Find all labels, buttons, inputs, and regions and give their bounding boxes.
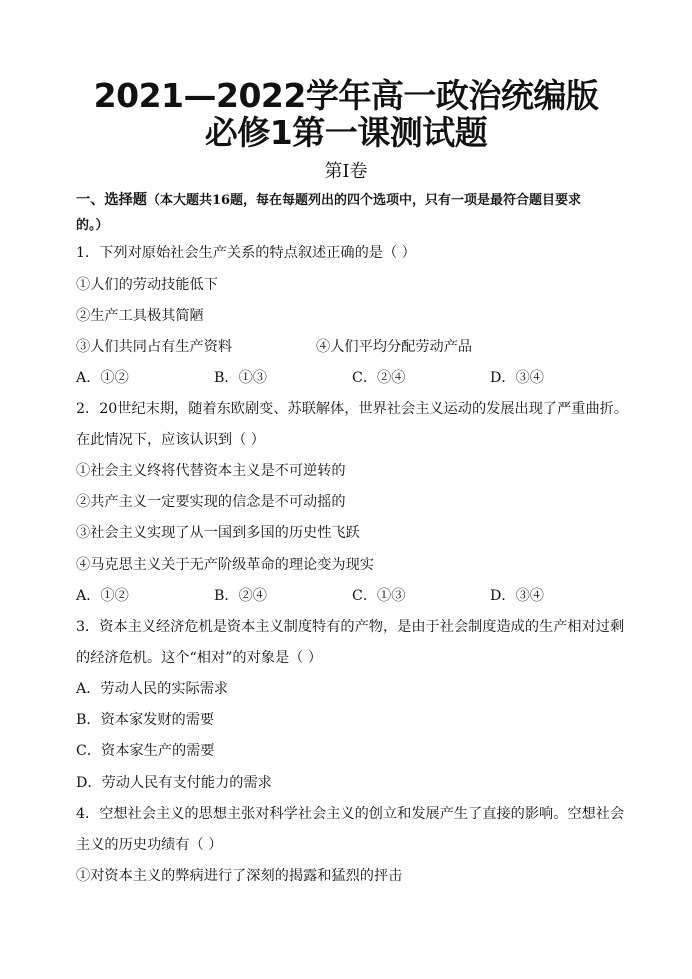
q4-stem: 4．空想社会主义的思想主张对科学社会主义的创立和发展产生了直接的影响。空想社会 <box>76 806 625 822</box>
q2-option-c: C．①③ <box>352 588 406 604</box>
q1-option-d: D．③④ <box>490 370 544 386</box>
q1-item-1: ①人们的劳动技能低下 <box>76 277 218 293</box>
q2-item-1: ①社会主义终将代替资本主义是不可逆转的 <box>76 463 346 479</box>
q2-option-d: D．③④ <box>490 588 544 604</box>
section-title: 一、选择题 <box>76 192 147 208</box>
section-heading <box>76 190 581 211</box>
q1-option-a: A．①② <box>76 370 129 386</box>
section-note-cont: 的。） <box>76 218 109 233</box>
q3-option-d: D．劳动人民有支付能力的需求 <box>76 775 272 791</box>
q2-item-2: ②共产主义一定要实现的信念是不可动摇的 <box>76 494 346 510</box>
q3-stem-cont: 的经济危机。这个“相对”的对象是（ ） <box>76 650 323 666</box>
q1-item-2: ②生产工具极其简陋 <box>76 308 204 324</box>
q4-item-1: ①对资本主义的弊病进行了深刻的揭露和猛烈的抨击 <box>76 868 403 884</box>
q4-stem-cont: 主义的历史功绩有（ ） <box>76 837 223 853</box>
q1-option-b: B．①③ <box>214 370 267 386</box>
q1-item-3: ③人们共同占有生产资料 <box>76 339 233 355</box>
exam-title-line-1: 2021—2022学年高一政治统编版 <box>93 76 599 115</box>
q2-stem: 2．20世纪末期，随着东欧剧变、苏联解体，世界社会主义运动的发展出现了严重曲折。 <box>76 401 629 417</box>
q3-option-b: B．资本家发财的需要 <box>76 712 215 728</box>
q2-stem-cont: 在此情况下，应该认识到（ ） <box>76 432 265 448</box>
q1-stem: 1．下列对原始社会生产关系的特点叙述正确的是（ ） <box>76 245 416 261</box>
q3-stem: 3．资本主义经济危机是资本主义制度特有的产物，是由于社会制度造成的生产相对过剩 <box>76 619 625 635</box>
q2-item-3: ③社会主义实现了从一国到多国的历史性飞跃 <box>76 525 360 541</box>
q1-option-c: C．②④ <box>352 370 406 386</box>
q3-option-a: A．劳动人民的实际需求 <box>76 681 229 697</box>
volume-label: 第Ⅰ卷 <box>324 161 368 182</box>
q3-option-c: C．资本家生产的需要 <box>76 743 215 759</box>
q2-option-b: B．②④ <box>214 588 267 604</box>
section-note: （本大题共16题，每在每题列出的四个选项中，只有一项是最符合题目要求 <box>146 193 582 208</box>
q2-item-4: ④马克思主义关于无产阶级革命的理论变为现实 <box>76 557 374 573</box>
q2-option-a: A．①② <box>76 588 129 604</box>
exam-title-line-2: 必修1第一课测试题 <box>204 113 488 152</box>
q1-item-4: ④人们平均分配劳动产品 <box>316 339 473 355</box>
